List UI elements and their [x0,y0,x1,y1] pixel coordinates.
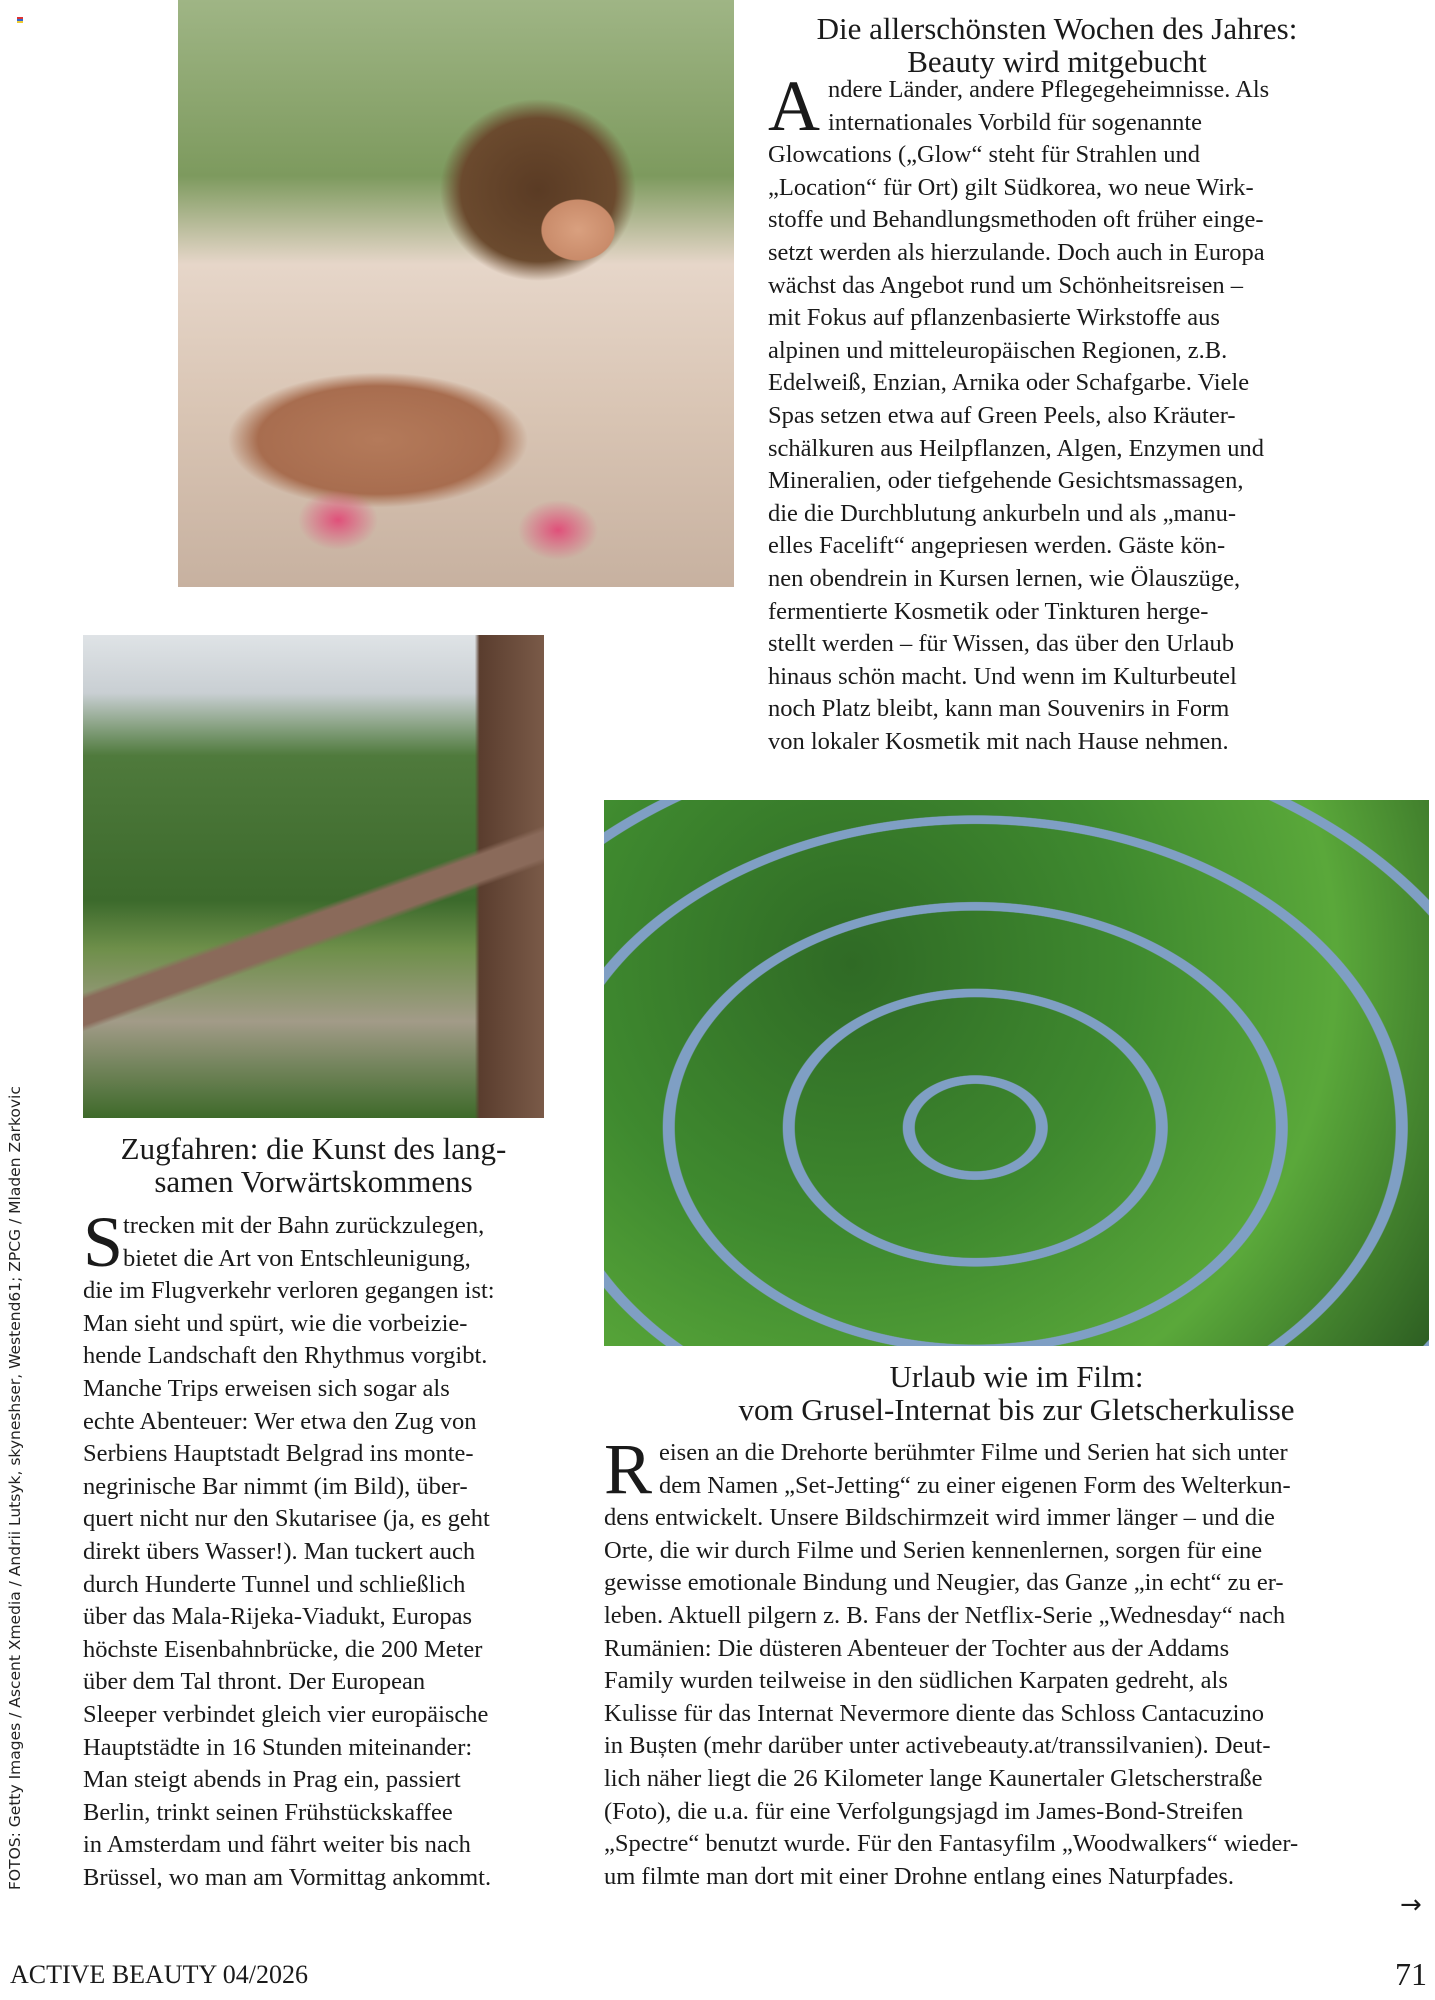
article2-heading [83,1132,544,1198]
article2-body [83,1202,553,1894]
body-line: noch Platz bleibt, kann man Souvenirs in Form [768,695,1230,723]
body-line: ndere Länder, andere Pflegegeheimnisse. Als [828,76,1270,103]
body-line: echte Abenteuer: Wer etwa den Zug von [83,1407,477,1435]
body-line: leben. Aktuell pilgern z. B. Fans der Netflix-Serie „Wednesday“ nach [604,1601,1286,1629]
body-line: Mineralien, oder tiefgehende Gesichtsmassagen, [768,467,1244,495]
body-line: „Spectre“ benutzt wurde. Für den Fantasyfilm „Woodwalkers“ wieder- [604,1830,1299,1858]
body-line: negrinische Bar nimmt (im Bild), über- [83,1472,468,1500]
heading-line: vom Grusel-Internat bis zur Gletscherkulisse [738,1392,1295,1427]
color-mark [17,17,23,23]
body-line: höchste Eisenbahnbrücke, die 200 Meter [83,1635,483,1663]
heading-line: Beauty wird mitgebucht [907,44,1207,79]
body-line: (Foto), die u.a. für eine Verfolgungsjagd im James-Bond-Streifen [604,1797,1244,1825]
photo-credit: FOTOS: Getty Images / Ascent Xmedia / Andrii Lutsyk, skyneshser, Westend61; ZPCG / Mladen Zarkovic [6,1086,24,1890]
body-line: setzt werden als hierzulande. Doch auch in Europa [768,238,1265,266]
body-line: schälkuren aus Heilpflanzen, Algen, Enzymen und [768,434,1264,462]
body-line: Sleeper verbindet gleich vier europäische [83,1700,489,1728]
body-line: lich näher liegt die 26 Kilometer lange Kaunertaler Gletscherstraße [604,1764,1263,1792]
drop-cap: A [768,66,820,146]
body-line: die im Flugverkehr verloren gegangen ist: [83,1277,495,1305]
body-line: über das Mala-Rijeka-Viadukt, Europas [83,1603,473,1631]
train-viaduct-photo [83,635,544,1118]
body-line: Brüssel, wo man am Vormittag ankommt. [83,1863,492,1891]
heading-line: Zugfahren: die Kunst des lang- [120,1131,507,1166]
body-line: durch Hunderte Tunnel und schließlich [83,1570,466,1598]
body-line: von lokaler Kosmetik mit nach Hause nehmen. [768,727,1229,755]
body-line: Berlin, trinkt seinen Frühstückskaffee [83,1798,453,1826]
magazine-issue: ACTIVE BEAUTY 04/2026 [10,1960,309,1989]
heading-line: Die allerschönsten Wochen des Jahres: [816,11,1298,46]
body-line: Spas setzen etwa auf Green Peels, also Kräuter- [768,401,1236,429]
heading-line: samen Vorwärtskommens [154,1164,473,1199]
body-line: dem Namen „Set-Jetting“ zu einer eigenen Form des Welterkun- [659,1471,1291,1499]
body-line: hende Landschaft den Rhythmus vorgibt. [83,1342,488,1370]
page-number: 71 [1395,1956,1427,1992]
body-line: wächst das Angebot rund um Schönheitsreisen – [768,271,1243,299]
heading-line: Urlaub wie im Film: [889,1359,1144,1394]
body-line: Glowcations („Glow“ steht für Strahlen und [768,141,1201,169]
spa-woman-photo [178,0,734,587]
body-line: internationales Vorbild für sogenannte [828,108,1202,136]
body-line: in Bușten (mehr darüber unter activebeauty.at/transsilvanien). Deut- [604,1732,1271,1760]
drop-cap: S [83,1202,124,1282]
body-line: stellt werden – für Wissen, das über den Urlaub [768,630,1234,658]
body-line: hinaus schön macht. Und wenn im Kulturbeutel [768,662,1237,690]
body-line: stoffe und Behandlungsmethoden oft früher einge- [768,206,1264,234]
article1-body [768,66,1348,758]
body-line: Family wurden teilweise in den südlichen Karpaten gedreht, als [604,1667,1228,1695]
body-line: dens entwickelt. Unsere Bildschirmzeit wird immer länger – und die [604,1504,1275,1532]
body-line: Orte, die wir durch Filme und Serien kennenlernen, sorgen für eine [604,1536,1263,1564]
continue-arrow-icon: → [1400,1890,1422,1920]
body-line: Kulisse für das Internat Nevermore diente das Schloss Cantacuzino [604,1699,1264,1727]
body-line: elles Facelift“ angepriesen werden. Gäste kön- [768,532,1226,560]
body-line: über dem Tal thront. Der European [83,1668,426,1696]
body-line: Rumänien: Die düsteren Abenteuer der Tochter aus der Addams [604,1634,1230,1662]
body-line: fermentierte Kosmetik oder Tinkturen herge- [768,597,1209,625]
body-line: gewisse emotionale Bindung und Neugier, das Ganze „in echt“ zu er- [604,1569,1284,1597]
body-line: quert nicht nur den Skutarisee (ja, es geht [83,1505,490,1533]
body-line: „Location“ für Ort) gilt Südkorea, wo neue Wirk- [768,173,1254,201]
article3-heading [604,1360,1429,1426]
body-line: mit Fokus auf pflanzenbasierte Wirkstoffe aus [768,304,1220,332]
glacier-road-photo [604,800,1429,1346]
body-line: trecken mit der Bahn zurückzulegen, [123,1212,485,1239]
body-line: um filmte man dort mit einer Drohne entlang eines Naturpfades. [604,1862,1235,1890]
body-line: Edelweiß, Enzian, Arnika oder Schafgarbe. Viele [768,369,1250,397]
drop-cap: R [604,1429,653,1509]
body-line: direkt übers Wasser!). Man tuckert auch [83,1537,476,1565]
body-line: Manche Trips erweisen sich sogar als [83,1374,450,1402]
body-line: eisen an die Drehorte berühmter Filme und Serien hat sich unter [659,1439,1288,1466]
body-line: die die Durchblutung ankurbeln und als „manu- [768,499,1237,527]
body-line: Man sieht und spürt, wie die vorbeizie- [83,1309,468,1337]
body-line: bietet die Art von Entschleunigung, [123,1244,471,1272]
body-line: alpinen und mitteleuropäischen Regionen, z.B. [768,336,1228,364]
body-line: in Amsterdam und fährt weiter bis nach [83,1831,471,1859]
body-line: Hauptstädte in 16 Stunden miteinander: [83,1733,473,1761]
body-line: Serbiens Hauptstadt Belgrad ins monte- [83,1440,474,1468]
article3-body [604,1429,1434,1893]
article1-heading [768,12,1346,78]
body-line: Man steigt abends in Prag ein, passiert [83,1766,461,1794]
body-line: nen obendrein in Kursen lernen, wie Ölauszüge, [768,564,1241,592]
